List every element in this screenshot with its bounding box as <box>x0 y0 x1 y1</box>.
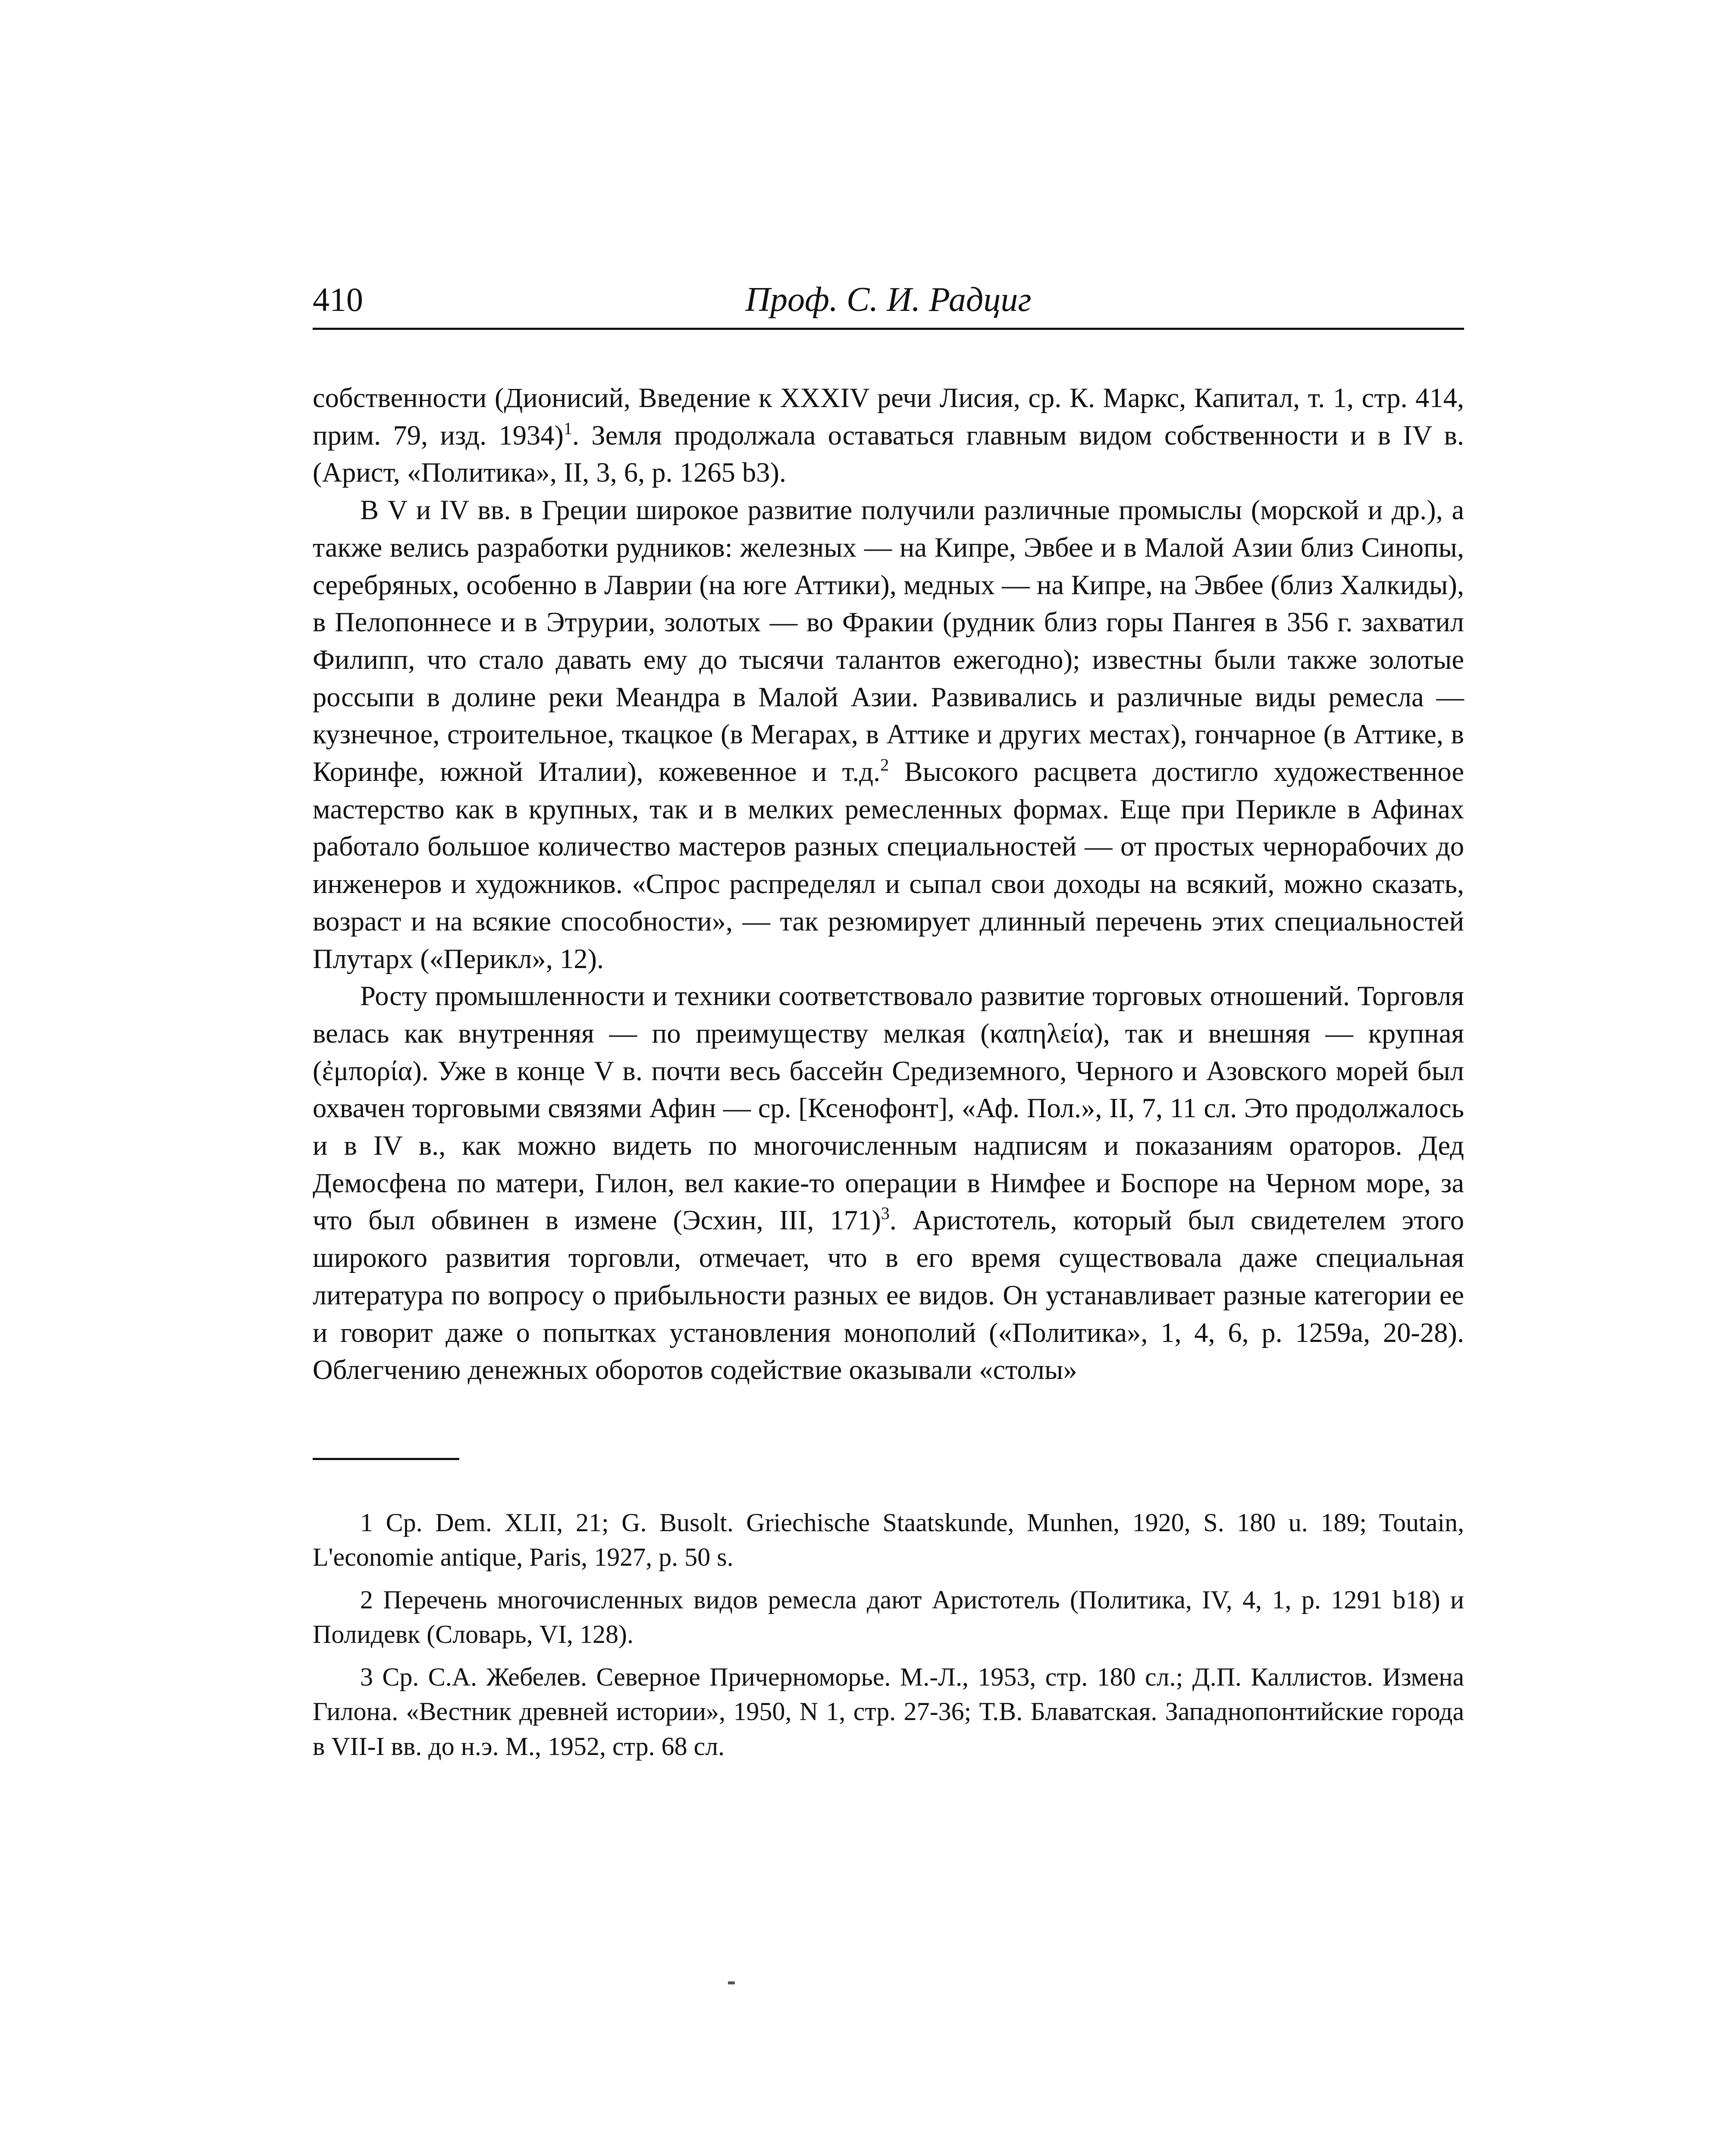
book-page <box>313 276 1464 1764</box>
paragraph-3-text-a: Росту промышленности и техники соответствовало развитие торговых отношений. Торговля велась как внутренняя — по преимуществу мелкая (καπηλεία), так и внешняя — крупная (ἐμπορία). Уже в конце V в. почти весь бассейн Средиземного, Черного и Азовского морей был охвачен торговыми связями Афин — ср. [Ксенофонт], «Аф. Пол.», II, 7, 11 сл. Это продолжалось и в IV в., как можно видеть по многочисленным надписям и показаниям ораторов. Дед Демосфена по матери, Гилон, вел какие-то операции в Нимфее и Боспоре на Черном море, за что был обвинен в измене (Эсхин, III, 171) <box>313 981 1464 1236</box>
footnote-ref-1: 1 <box>564 418 572 438</box>
footnote-ref-3: 3 <box>881 1203 890 1223</box>
scan-speck <box>728 1981 735 1984</box>
footnote-ref-2: 2 <box>880 755 889 775</box>
paragraph-1-text-a: собственности (Дионисий, Введение к XXXIV речи Лисия, ср. К. Маркс, Капитал, т. 1, стр. 414, прим. 79, изд. 1934) <box>313 382 1464 451</box>
paragraph-1 <box>313 379 1464 492</box>
running-head <box>313 276 1464 330</box>
paragraph-2-text-b: Высокого расцвета достигло художественное мастерство как в крупных, так и в мелких ремесленных формах. Еще при Перикле в Афинах работало большое количество мастеров разных специальностей — от простых чернорабочих до инженеров и художников. «Спрос распределял и сыпал свои доходы на всякий, можно сказать, возраст и на всякие способности», — так резюмирует длинный перечень этих специальностей Плутарх («Перикл», 12). <box>313 756 1464 974</box>
footnote-divider <box>313 1458 459 1460</box>
footnote-3: 3 Ср. С.А. Жебелев. Северное Причерноморье. М.-Л., 1953, стр. 180 сл.; Д.П. Каллистов. Измена Гилона. «Вестник древней истории», 1950, N 1, стр. 27-36; Т.В. Блаватская. Западнопонтийские города в VII-I вв. до н.э. М., 1952, стр. 68 сл. <box>313 1662 1464 1761</box>
paragraph-2 <box>313 492 1464 978</box>
paragraph-2-text-a: В V и IV вв. в Греции широкое развитие получили различные промыслы (морской и др.), а также велись разработки рудников: железных — на Кипре, Эвбее и в Малой Азии близ Синопы, серебряных, особенно в Лаврии (на юге Аттики), медных — на Кипре, на Эвбее (близ Халкиды), в Пелопоннесе и в Этрурии, золотых — во Фракии (рудник близ горы Пангея в 356 г. захватил Филипп, что стало давать ему до тысячи талантов ежегодно); известны были также золотые россыпи в долине реки Меандра в Малой Азии. Развивались и различные виды ремесла — кузнечное, строительное, ткацкое (в Мегарах, в Аттике и других местах), гончарное (в Аттике, в Коринфе, южной Италии), кожевенное и т.д. <box>313 495 1464 787</box>
body-text <box>313 379 1464 1389</box>
footnote-2: 2 Перечень многочисленных видов ремесла дают Аристотель (Политика, IV, 4, 1, р. 1291 b18) и Полидевк (Словарь, VI, 128). <box>313 1585 1464 1649</box>
paragraph-3 <box>313 978 1464 1389</box>
footnotes <box>313 1505 1464 1764</box>
paragraph-3-text-b: . Аристотель, который был свидетелем этого широкого развития торговли, отмечает, что в его время существовала даже специальная литература по вопросу о прибыльности разных ее видов. Он устанавливает разные категории ее и говорит даже о попытках установления монополий («Политика», 1, 4, 6, р. 1259a, 20-28). Облегчению денежных оборотов содействие оказывали «столы» <box>313 1205 1464 1385</box>
footnote-1: 1 Ср. Dem. XLII, 21; G. Busolt. Griechische Staatskunde, Munhen, 1920, S. 180 u. 189; Toutain, L'economie antique, Paris, 1927, p. 50 s. <box>313 1508 1464 1572</box>
paragraph-1-text-b: . Земля продолжала оставаться главным видом собственности и в IV в. (Арист, «Политика», II, 3, 6, р. 1265 b3). <box>313 420 1465 488</box>
page-number: 410 <box>313 281 363 318</box>
running-title: Проф. С. И. Радциг <box>745 281 1032 319</box>
